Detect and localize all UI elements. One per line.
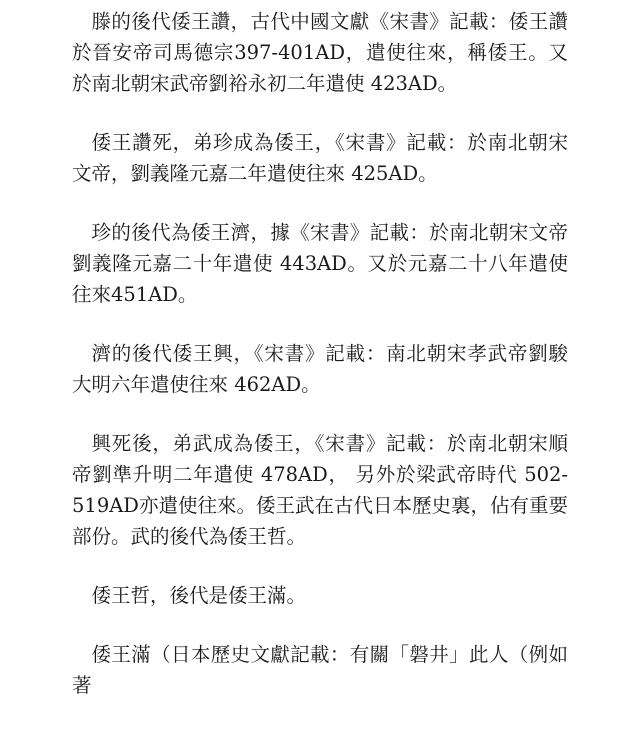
paragraph-6: 倭王哲，後代是倭王滿。 [91, 584, 307, 607]
paragraph-4: 濟的後代倭王興，《宋書》記載：南北朝宋孝武帝劉駿大明六年遣使往來 462AD。 [72, 342, 568, 396]
paragraph-7: 倭王滿（日本歷史文獻記載：有關「磐井」此人（例如著 [72, 643, 568, 697]
paragraph-1: 滕的後代倭王讚，古代中國文獻《宋書》記載：倭王讚於晉安帝司馬德宗397-401AD，遣使往來，稱倭王。又於南北朝宋武帝劉裕永初二年遣使 423AD。 [72, 10, 568, 95]
document-body [72, 6, 568, 729]
paragraph-5: 興死後，弟武成為倭王，《宋書》記載：於南北朝宋順帝劉準升明二年遣使 478AD， 另外於梁武帝時代 502-519AD亦遣使往來。倭王武在古代日本歷史裏，佔有重要部份。武的後代為倭王哲。 [72, 432, 568, 548]
paragraph-3: 珍的後代為倭王濟，據《宋書》記載：於南北朝宋文帝劉義隆元嘉二十年遣使 443AD。又於元嘉二十八年遣使往來451AD。 [72, 221, 568, 306]
paragraph-2: 倭王讚死，弟珍成為倭王，《宋書》記載：於南北朝宋文帝，劉義隆元嘉二年遣使往來 425AD。 [72, 131, 568, 185]
